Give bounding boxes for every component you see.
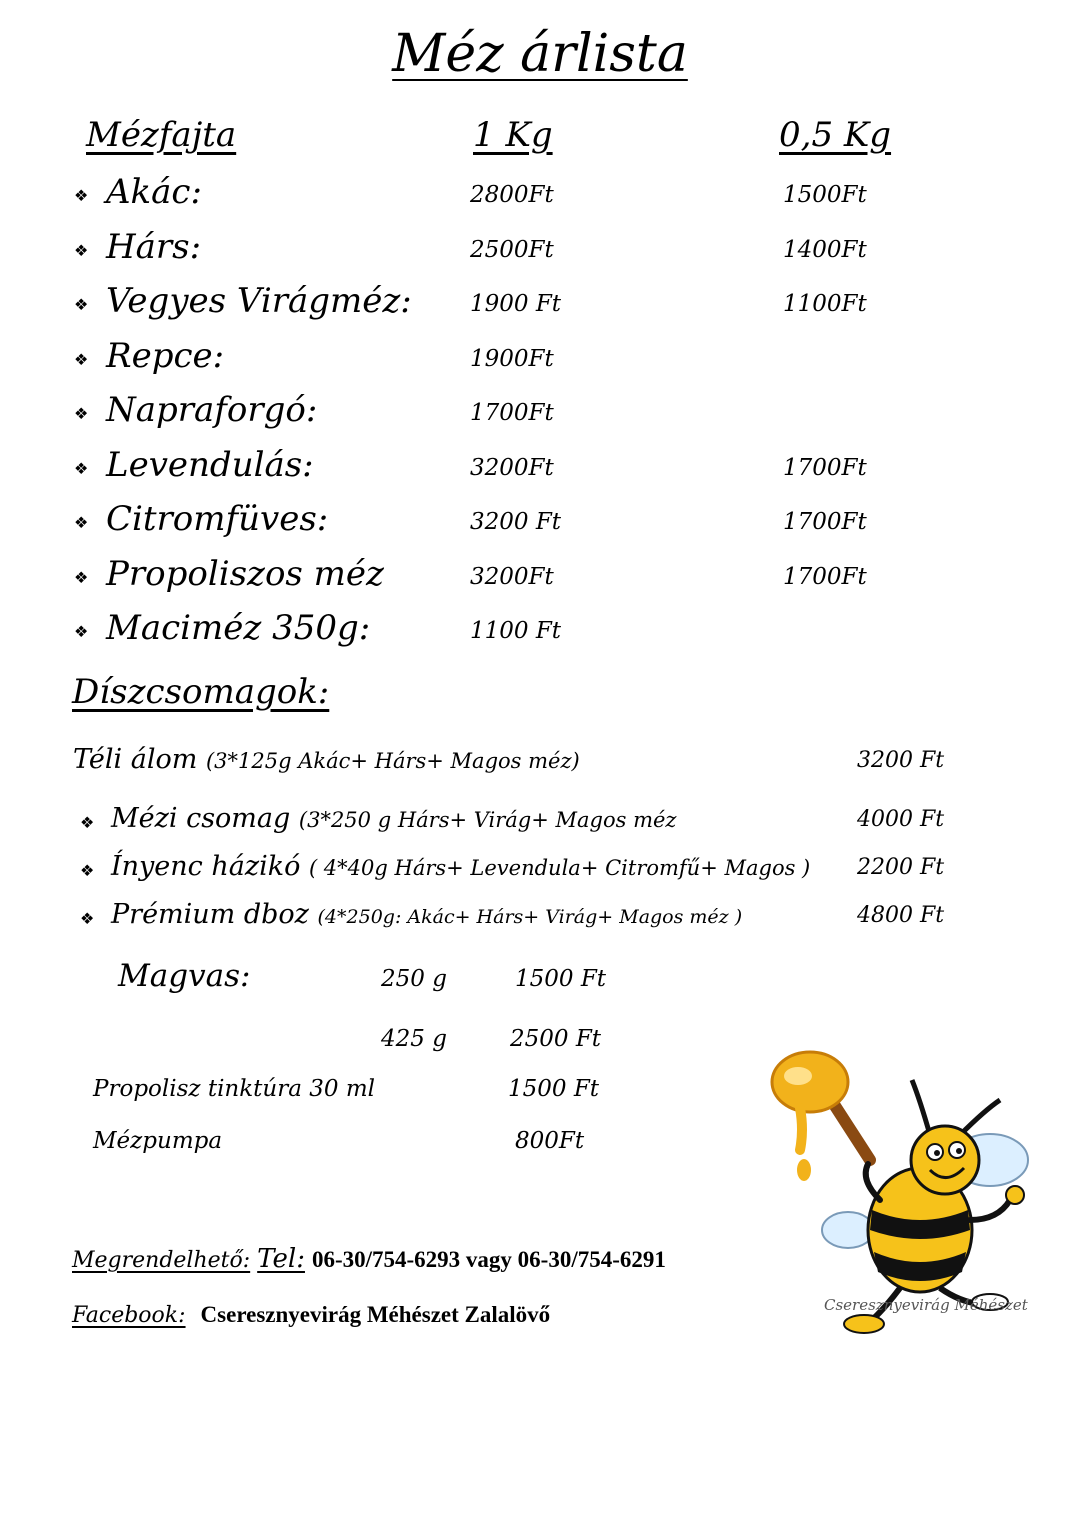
honey-name: Akác: [106, 172, 202, 212]
package-desc: (3*125g Akác+ Hárs+ Magos méz) [205, 749, 580, 773]
package-name: Ínyenc házikó [111, 851, 301, 882]
package-name-wrap [111, 803, 677, 834]
price-1kg: 1100 Ft [470, 618, 562, 644]
honey-name: Citromfüves: [106, 499, 329, 539]
magvas-weight-2: 425 g [381, 1026, 447, 1052]
magvas-price-2: 2500 Ft [510, 1026, 602, 1052]
price-1kg: 2800Ft [470, 182, 554, 208]
price-half-kg: 1400Ft [783, 237, 867, 263]
honey-name: Hárs: [106, 227, 202, 267]
bullet-icon: ❖ [80, 861, 95, 880]
honey-name: Propoliszos méz [106, 554, 384, 594]
honey-dipper-icon [772, 1052, 870, 1181]
header-half-kg: 0,5 Kg [779, 115, 892, 155]
price-1kg: 3200Ft [470, 564, 554, 590]
package-price: 3200 Ft [857, 748, 945, 773]
honey-row [0, 336, 1080, 386]
bullet-icon: ❖ [80, 813, 95, 832]
package-price: 2200 Ft [857, 855, 945, 880]
honey-row [0, 499, 1080, 549]
honey-name: Napraforgó: [106, 390, 318, 430]
header-variety: Mézfajta [86, 115, 237, 155]
propolisz-price: 1500 Ft [508, 1076, 600, 1102]
bullet-icon: ❖ [80, 909, 95, 928]
bullet-icon: ❖ [74, 513, 89, 532]
bee-mascot-icon [760, 1040, 1050, 1340]
honey-row [0, 227, 1080, 277]
package-name-wrap [111, 899, 742, 930]
header-1kg: 1 Kg [473, 115, 553, 155]
bullet-icon: ❖ [74, 241, 89, 260]
price-half-kg: 1700Ft [783, 455, 867, 481]
bullet-icon: ❖ [74, 295, 89, 314]
price-half-kg: 1500Ft [783, 182, 867, 208]
package-price: 4000 Ft [857, 807, 945, 832]
price-half-kg: 1700Ft [783, 509, 867, 535]
phone-numbers: 06-30/754-6293 vagy 06-30/754-6291 [311, 1247, 666, 1272]
honey-row [0, 390, 1080, 440]
propolisz-label: Propolisz tinktúra 30 ml [93, 1076, 375, 1102]
price-half-kg: 1700Ft [783, 564, 867, 590]
honey-row [0, 281, 1080, 331]
price-1kg: 3200 Ft [470, 509, 562, 535]
bullet-icon: ❖ [74, 186, 89, 205]
packages-title: Díszcsomagok: [72, 672, 330, 712]
price-1kg: 1900 Ft [470, 291, 562, 317]
package-desc: (4*250g: Akác+ Hárs+ Virág+ Magos méz ) [317, 906, 743, 928]
facebook-label: Facebook: [72, 1303, 186, 1328]
honey-row [0, 554, 1080, 604]
bullet-icon: ❖ [74, 404, 89, 423]
honey-name: Vegyes Virágméz: [106, 281, 412, 321]
bullet-icon: ❖ [74, 568, 89, 587]
tel-label: Tel: [257, 1244, 305, 1274]
order-line [72, 1244, 666, 1274]
package-price: 4800 Ft [857, 903, 945, 928]
package-name: Téli álom [73, 744, 198, 775]
order-label: Megrendelhető: [72, 1248, 251, 1273]
price-half-kg: 1100Ft [783, 291, 867, 317]
bullet-icon: ❖ [74, 459, 89, 478]
bullet-icon: ❖ [74, 350, 89, 369]
logo-text: Cseresznyevirág Méhészet [824, 1296, 1028, 1314]
honey-row [0, 608, 1080, 658]
package-teli-alom [0, 744, 1080, 784]
package-name-wrap [111, 851, 810, 882]
honey-name: Repce: [106, 336, 225, 376]
package-desc: (3*250 g Hárs+ Virág+ Magos méz [298, 808, 677, 832]
bullet-icon: ❖ [74, 622, 89, 641]
facebook-value: Cseresznyevirág Méhészet Zalalövő [200, 1302, 551, 1327]
price-1kg: 3200Ft [470, 455, 554, 481]
mezpumpa-label: Mézpumpa [93, 1128, 223, 1154]
package-row [0, 803, 1080, 843]
package-name: Prémium dboz [111, 899, 309, 930]
honey-name: Levendulás: [106, 445, 314, 485]
honey-row [0, 172, 1080, 222]
package-name: Mézi csomag [111, 803, 291, 834]
price-1kg: 1700Ft [470, 400, 554, 426]
price-1kg: 1900Ft [470, 346, 554, 372]
honey-name: Maciméz 350g: [106, 608, 371, 648]
magvas-weight-1: 250 g [381, 966, 447, 992]
page-title: Méz árlista [392, 24, 688, 84]
mezpumpa-price: 800Ft [515, 1128, 585, 1154]
magvas-label: Magvas: [118, 958, 251, 994]
price-1kg: 2500Ft [470, 237, 554, 263]
facebook-line [72, 1302, 550, 1328]
package-row [0, 851, 1080, 891]
package-name-wrap [73, 744, 580, 775]
magvas-price-1: 1500 Ft [515, 966, 607, 992]
package-row [0, 899, 1080, 939]
honey-row [0, 445, 1080, 495]
package-desc: ( 4*40g Hárs+ Levendula+ Citromfű+ Magos ) [308, 856, 811, 880]
